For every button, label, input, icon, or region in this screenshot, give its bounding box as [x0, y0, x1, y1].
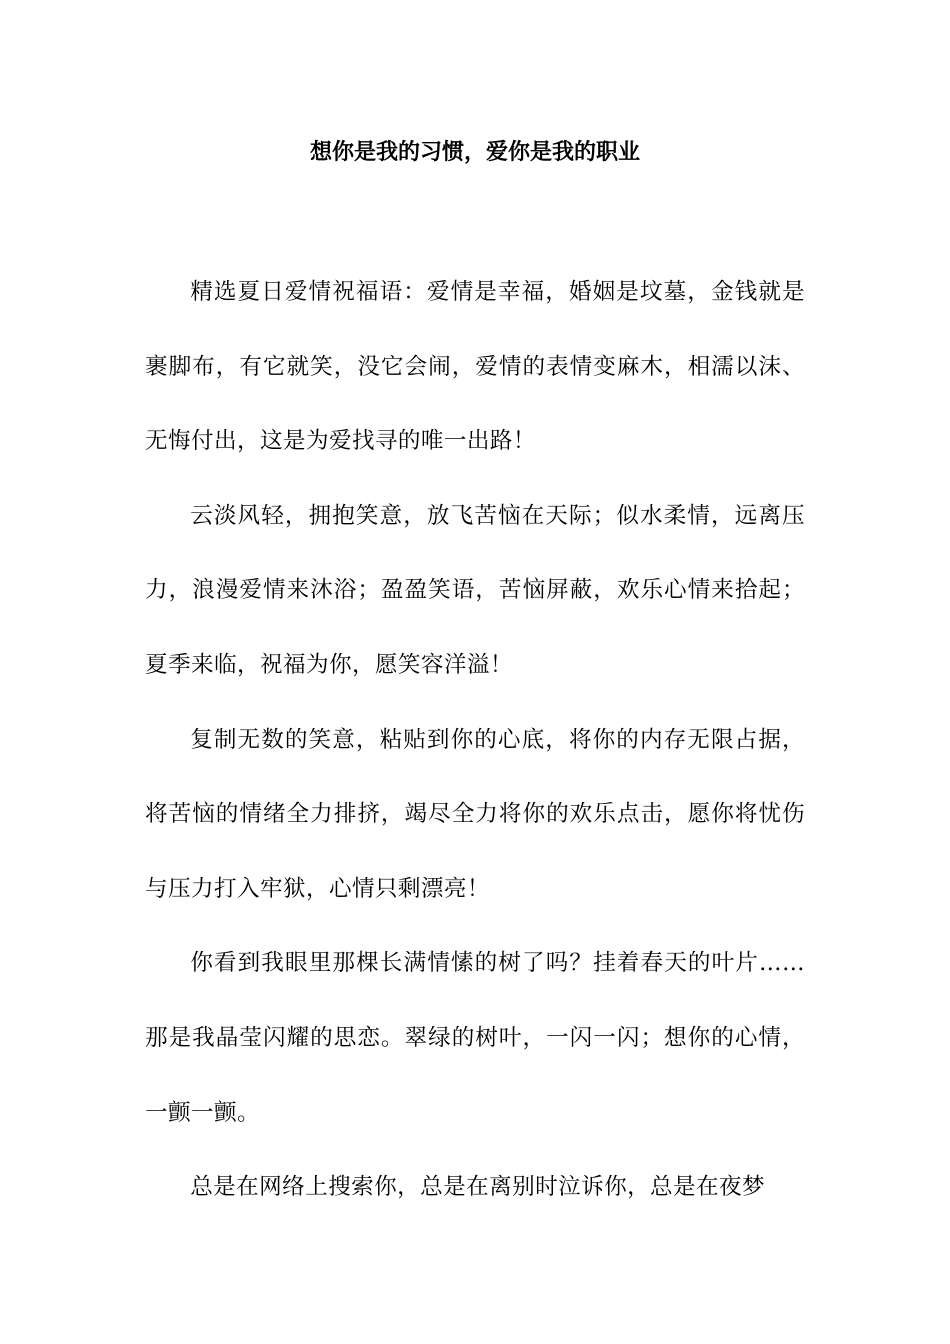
paragraph-3: 复制无数的笑意，粘贴到你的心底，将你的内存无限占据，将苦恼的情绪全力排挤，竭尽全力将你的欢乐点击，愿你将忧伤与压力打入牢狱，心情只剩漂亮！: [145, 726, 805, 902]
document-title: 想你是我的习惯，爱你是我的职业: [309, 140, 640, 165]
paragraph-1: 精选夏日爱情祝福语：爱情是幸福，婚姻是坟墓，金钱就是裹脚布，有它就笑，没它会闹，爱情的表情变麻木，相濡以沫、无悔付出，这是为爱找寻的唯一出路！: [145, 279, 805, 455]
document-body: [145, 255, 805, 1225]
paragraph-5: 总是在网络上搜索你，总是在离别时泣诉你，总是在夜梦: [190, 1174, 766, 1201]
paragraph-2: 云淡风轻，拥抱笑意，放飞苦恼在天际；似水柔情，远离压力，浪漫爱情来沐浴；盈盈笑语，苦恼屏蔽，欢乐心情来拾起；夏季来临，祝福为你，愿笑容洋溢！: [145, 502, 805, 678]
paragraph-4: 你看到我眼里那棵长满情愫的树了吗？挂着春天的叶片……那是我晶莹闪耀的思恋。翠绿的树叶，一闪一闪；想你的心情，一颤一颤。: [145, 950, 805, 1126]
